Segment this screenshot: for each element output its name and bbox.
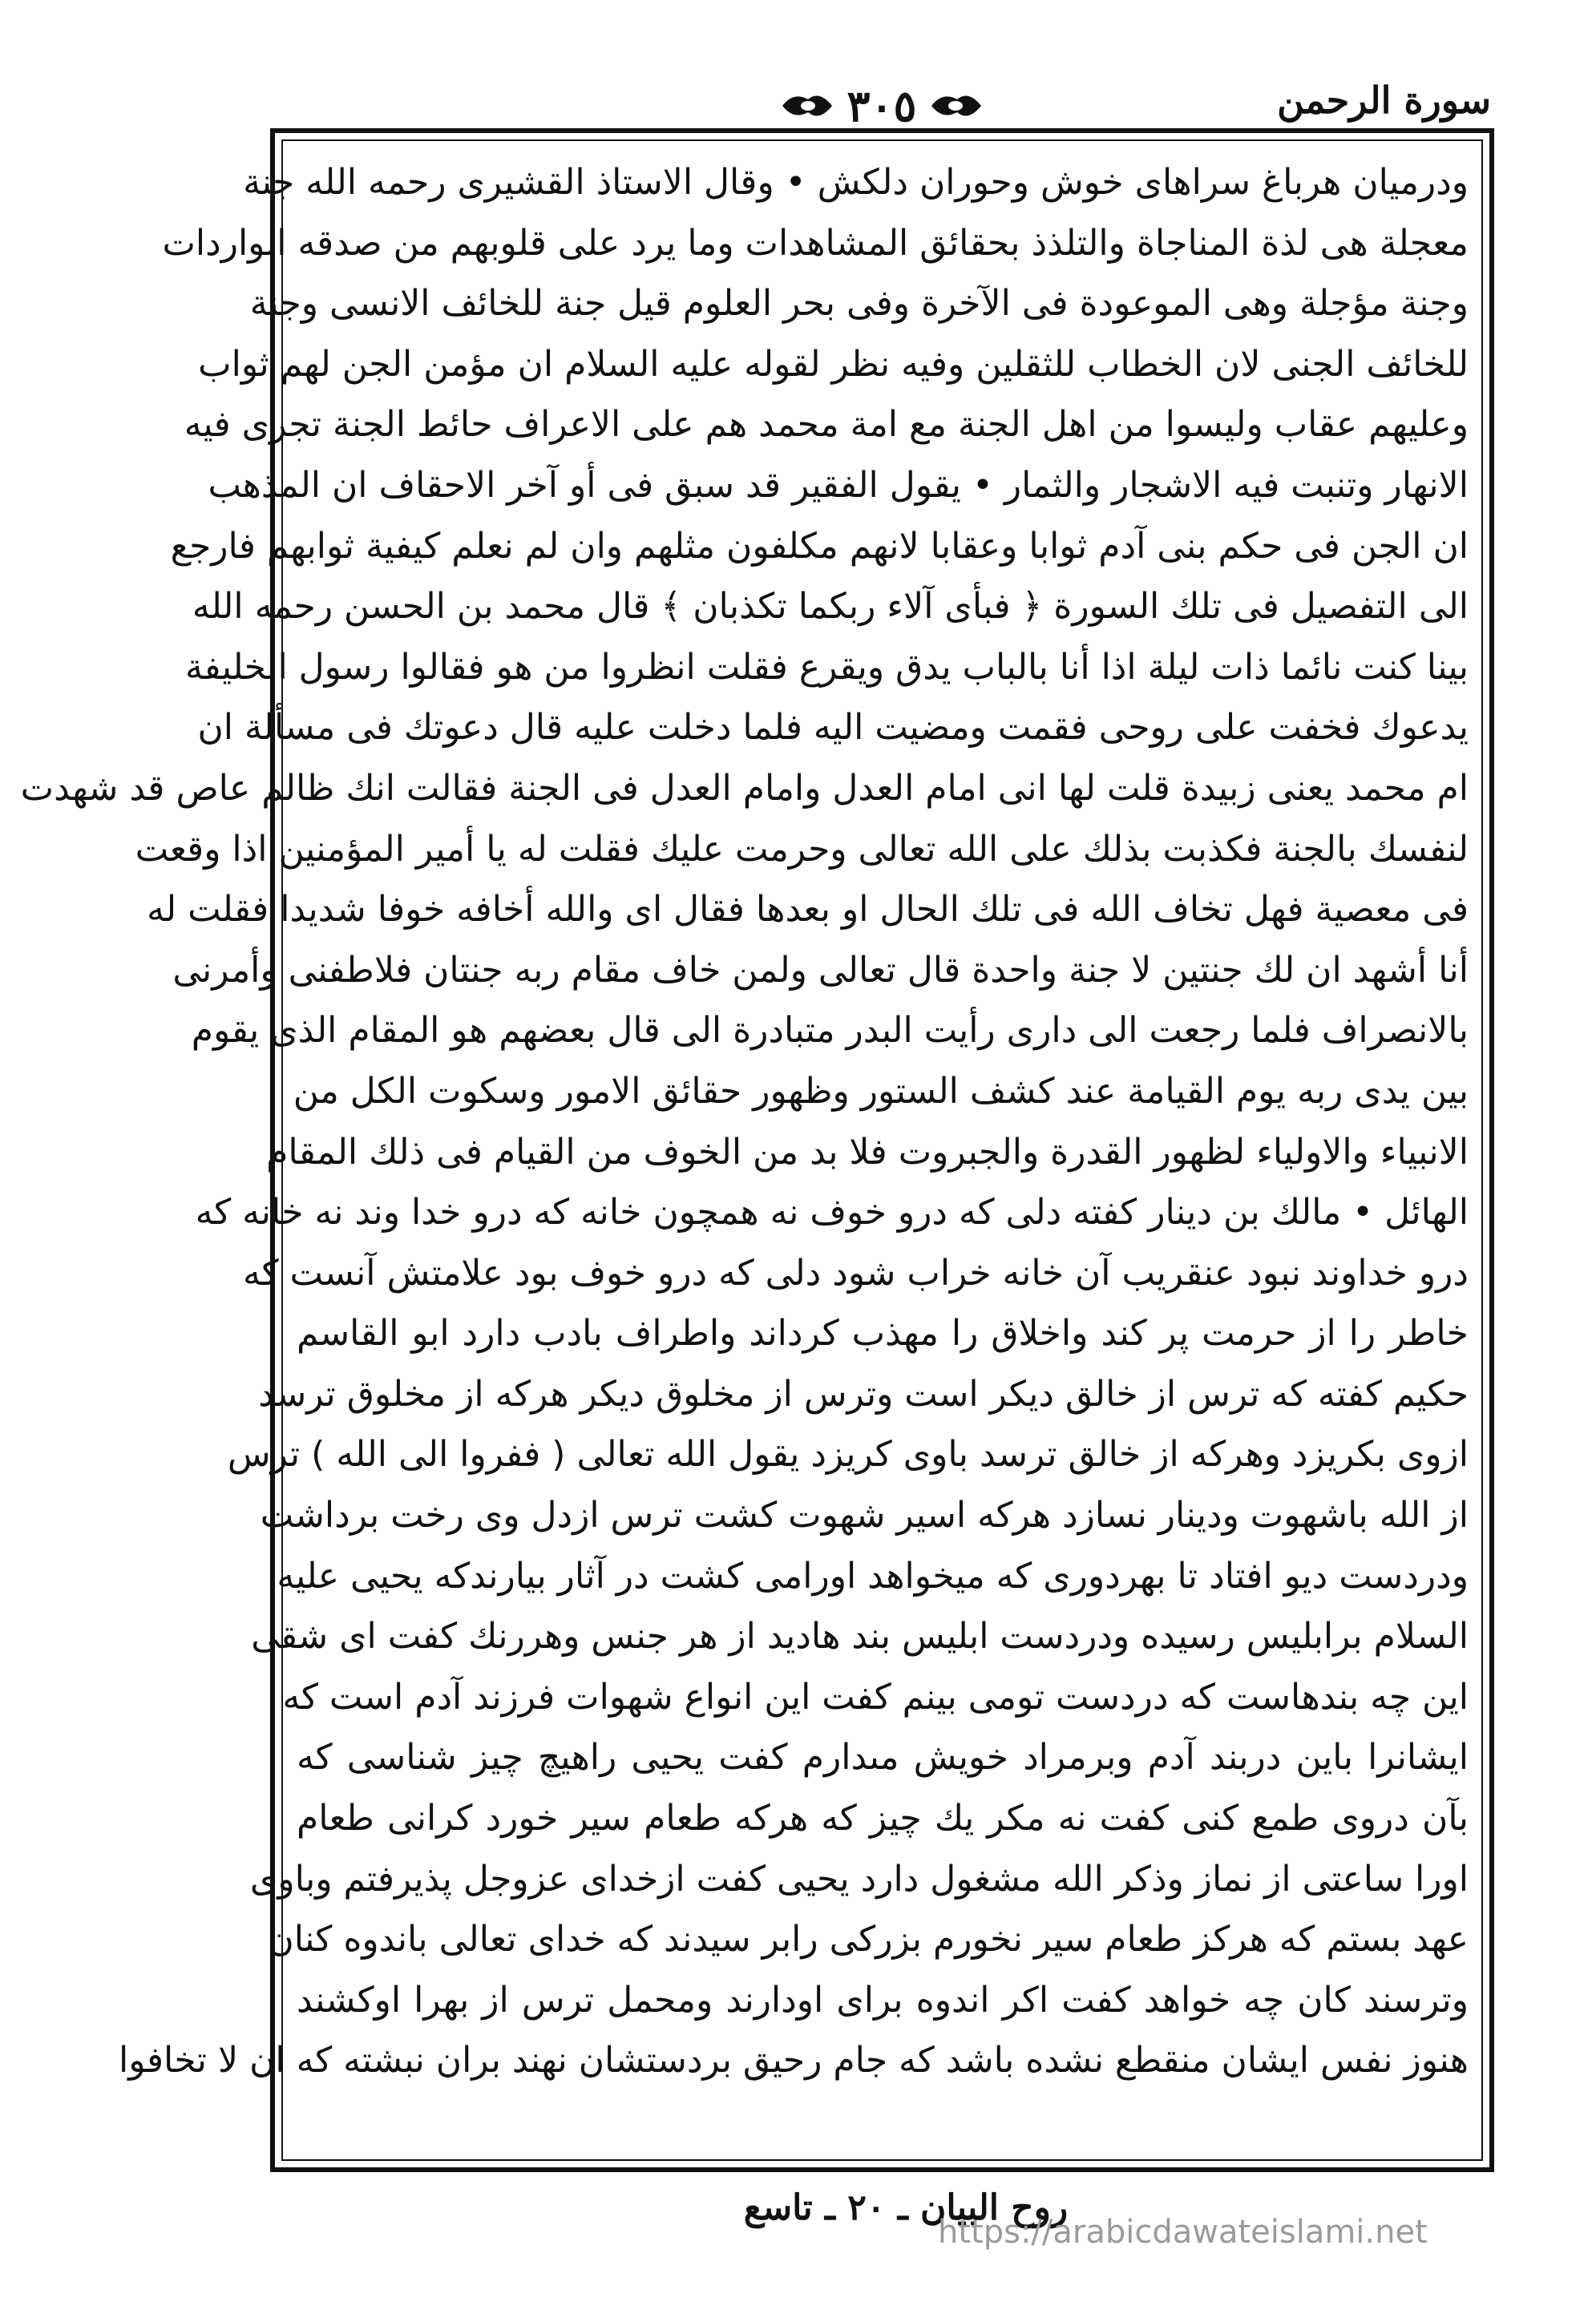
body-text <box>20 152 1469 2156</box>
page-footer-signature: روح البيان ـ ٢٠ ـ تاسع <box>743 2187 1069 2228</box>
text-line: ودردست ديو افتاد تا بهردورى كه ميخواهد اورامى كشت در آثار بيارندكه يحيى عليه <box>277 1555 1469 1597</box>
text-line: هنوز نفس ايشان منقطع نشده باشد كه جام رحيق بردستشان نهند بران نبشته كه ان لا تخافوا <box>118 2040 1469 2082</box>
text-line: ودرميان هرباغ سراهاى خوش وحوران دلكش • وقال الاستاذ القشيرى رحمه الله جنة <box>243 162 1469 203</box>
text-line: معجلة هى لذة المناجاة والتلذذ بحقائق المشاهدات وما يرد على قلوبهم من صدقه الواردات <box>162 222 1469 264</box>
text-line: الانبياء والاولياء لظهور القدرة والجبروت فلا بد من الخوف من القيام فى ذلك المقام <box>266 1131 1469 1173</box>
page-number: ٣٠٥ <box>846 80 917 131</box>
surah-title: سورة الرحمن <box>1277 79 1491 122</box>
text-line: لنفسك بالجنة فكذبت بذلك على الله تعالى وحرمت عليك فقلت له يا أمير المؤمنين اذا وقعت <box>135 828 1469 870</box>
text-line: خاطر را از حرمت پر كند واخلاق را مهذب كرداند واطراف بادب دارد ابو القاسم <box>297 1313 1469 1355</box>
text-line: اورا ساعتى از نماز وذكر الله مشغول دارد يحيى كفت ازخداى عزوجل پذيرفتم وباوى <box>249 1858 1469 1900</box>
text-line: درو خداوند نبود عنقريب آن خانه خراب شود دلى كه درو خوف بود علامتش آنست كه <box>243 1252 1469 1294</box>
ornament-left-icon <box>779 88 835 123</box>
text-line: للخائف الجنى لان الخطاب للثقلين وفيه نظر لقوله عليه السلام ان مؤمن الجن لهم ثواب <box>198 343 1469 385</box>
text-line: ايشانرا باين دربند آدم وبرمراد خويش مىدارم كفت يحيى راهيچ چيز شناسى كه <box>297 1737 1469 1779</box>
watermark-url: https://arabicdawateislami.net <box>938 2214 1428 2251</box>
text-line: يدعوك فخفت على روحى فقمت ومضيت اليه فلما دخلت عليه قال دعوتك فى مسألة ان <box>197 707 1469 749</box>
text-line: ان الجن فى حكم بنى آدم ثوابا وعقابا لانهم مكلفون مثلهم وان لم نعلم كيفية ثوابهم فارجع <box>170 525 1469 567</box>
text-line: اين چه بندهاست كه دردست تومى بينم كفت اين انواع شهوات فرزند آدم است كه <box>282 1676 1469 1718</box>
text-line: وترسند كان چه خواهد كفت اكر اندوه براى اودارند ومحمل ترس از بهرا اوكشند <box>297 1979 1469 2021</box>
text-line: بالانصراف فلما رجعت الى دارى رأيت البدر متبادرة الى قال بعضهم هو المقام الذى يقوم <box>191 1010 1469 1052</box>
text-line: الانهار وتنبت فيه الاشجار والثمار • يقول الفقير قد سبق فى أو آخر الاحقاف ان المذهب <box>208 464 1469 506</box>
text-line: عهد بستم كه هركز طعام سير نخورم بزركى رابر سيدند كه خداى تعالى باندوه كنان <box>268 1919 1469 1961</box>
ornament-right-icon <box>928 88 984 123</box>
text-line: از الله باشهوت ودينار نسازد هركه اسير شهوت كشت ترس ازدل وى رخت برداشت <box>260 1495 1469 1537</box>
text-line: وعليهم عقاب وليسوا من اهل الجنة مع امة محمد هم على الاعراف حائط الجنة تجرى فيه <box>184 404 1469 446</box>
text-line: بآن دروى طمع كنى كفت نه مكر يك چيز كه هركه طعام سير خورد كرانى طعام <box>297 1798 1469 1839</box>
text-line: أنا أشهد ان لك جنتين لا جنة واحدة قال تعالى ولمن خاف مقام ربه جنتان فلاطفنى وأمرنى <box>172 949 1469 991</box>
text-line: الى التفصيل فى تلك السورة ﴿ فبأى آلاء ربكما تكذبان ﴾ قال محمد بن الحسن رحمه الله <box>192 586 1469 628</box>
text-line: بينا كنت نائما ذات ليلة اذا أنا بالباب يدق ويقرع فقلت انظروا من هو فقالوا رسول الخليفة <box>184 646 1469 688</box>
text-line: السلام برابليس رسيده ودردست ابليس بند هاديد از هر جنس وهررنك كفت اى شقى <box>251 1616 1469 1658</box>
text-line: وجنة مؤجلة وهى الموعودة فى الآخرة وفى بحر العلوم قيل جنة للخائف الانسى وجنة <box>249 283 1469 325</box>
text-line: ام محمد يعنى زبيدة قلت لها انى امام العدل وامام العدل فى الجنة فقالت انك ظالم عاص قد شهدت <box>20 767 1469 809</box>
text-line: بين يدى ربه يوم القيامة عند كشف الستور وظهور حقائق الامور وسكوت الكل من <box>293 1070 1469 1112</box>
text-line: ازوى بكريزد وهركه از خالق ترسد باوى كريزد يقول الله تعالى ( ففروا الى الله ) ترس <box>227 1434 1469 1476</box>
text-line: حكيم كفته كه ترس از خالق ديكر است وترس از مخلوق ديكر هركه از مخلوق ترسد <box>258 1373 1469 1415</box>
text-line: فى معصية فهل تخاف الله فى تلك الحال او بعدها فقال اى والله أخافه خوفا شديدا فقلت له <box>147 889 1469 931</box>
text-line: الهائل • مالك بن دينار كفته دلى كه درو خوف نه همچون خانه كه درو خدا وند نه خانه كه <box>195 1192 1469 1234</box>
